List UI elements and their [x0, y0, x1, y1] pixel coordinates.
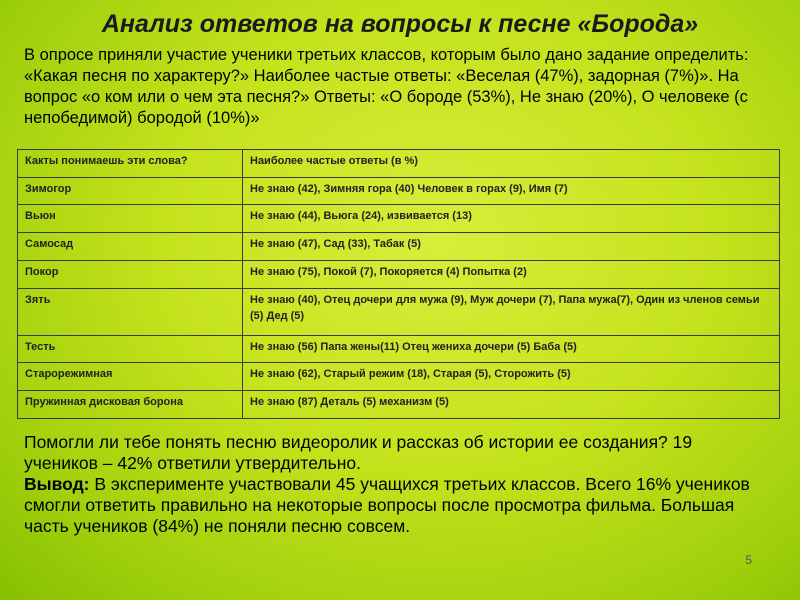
table-row: [18, 177, 780, 205]
word-cell: Самосад: [18, 233, 243, 261]
closing-text: [24, 432, 764, 537]
answers-cell: Не знаю (75), Покой (7), Покоряется (4) Попытка (2): [243, 260, 780, 288]
table-row: [18, 391, 780, 419]
table-row: [18, 288, 780, 335]
table-row: [18, 335, 780, 363]
header-cell-words: Какты понимаешь эти слова?: [18, 150, 243, 178]
intro-paragraph: В опросе приняли участие ученики третьих классов, которым было дано задание определить: «Какая песня по характеру?» Наиболее частые ответы: «Веселая (47%), задорная (7%)». На вопрос «о ком или о чем эта песня?» Ответы: «О бороде (53%), Не знаю (20%), О человеке (с непобедимой) бородой (10%)»: [24, 46, 749, 127]
page-number: 5: [745, 553, 752, 567]
answers-cell: Не знаю (42), Зимняя гора (40) Человек в горах (9), Имя (7): [243, 177, 780, 205]
table-row: [18, 260, 780, 288]
answers-cell: Не знаю (62), Старый режим (18), Старая (5), Сторожить (5): [243, 363, 780, 391]
slide-title: Анализ ответов на вопросы к песне «Борода»: [101, 10, 699, 38]
word-cell: Тесть: [18, 335, 243, 363]
answers-cell: Не знаю (87) Деталь (5) механизм (5): [243, 391, 780, 419]
answers-cell: Не знаю (44), Вьюга (24), извивается (13): [243, 205, 780, 233]
conclusion-paragraph: [24, 474, 764, 537]
word-cell: Вьюн: [18, 205, 243, 233]
conclusion-label: Вывод:: [24, 474, 90, 494]
table-row: [18, 363, 780, 391]
table-header-row: [18, 150, 780, 178]
video-question-paragraph: Помогли ли тебе понять песню видеоролик и рассказ об истории ее создания? 19 учеников – 42% ответили утвердительно.: [24, 432, 693, 473]
answers-cell: Не знаю (47), Сад (33), Табак (5): [243, 233, 780, 261]
answers-cell: Не знаю (56) Папа жены(11) Отец жениха дочери (5) Баба (5): [243, 335, 780, 363]
answers-table-body: [18, 150, 780, 419]
table-row: [18, 233, 780, 261]
conclusion-text: В эксперименте участвовали 45 учащихся третьих классов. Всего 16% учеников смогли ответить правильно на некоторые вопросы после просмотра фильма. Большая часть учеников (84%) не поняли песню совсем.: [24, 474, 750, 536]
word-cell: Пружинная дисковая борона: [18, 391, 243, 419]
table-row: [18, 205, 780, 233]
answers-cell: Не знаю (40), Отец дочери для мужа (9), Муж дочери (7), Папа мужа(7), Один из членов семьи (5) Дед (5): [243, 288, 780, 335]
word-cell: Покор: [18, 260, 243, 288]
word-cell: Зимогор: [18, 177, 243, 205]
header-cell-answers: Наиболее частые ответы (в %): [243, 150, 780, 178]
word-cell: Старорежимная: [18, 363, 243, 391]
answers-table: [17, 149, 780, 419]
word-cell: Зять: [18, 288, 243, 335]
